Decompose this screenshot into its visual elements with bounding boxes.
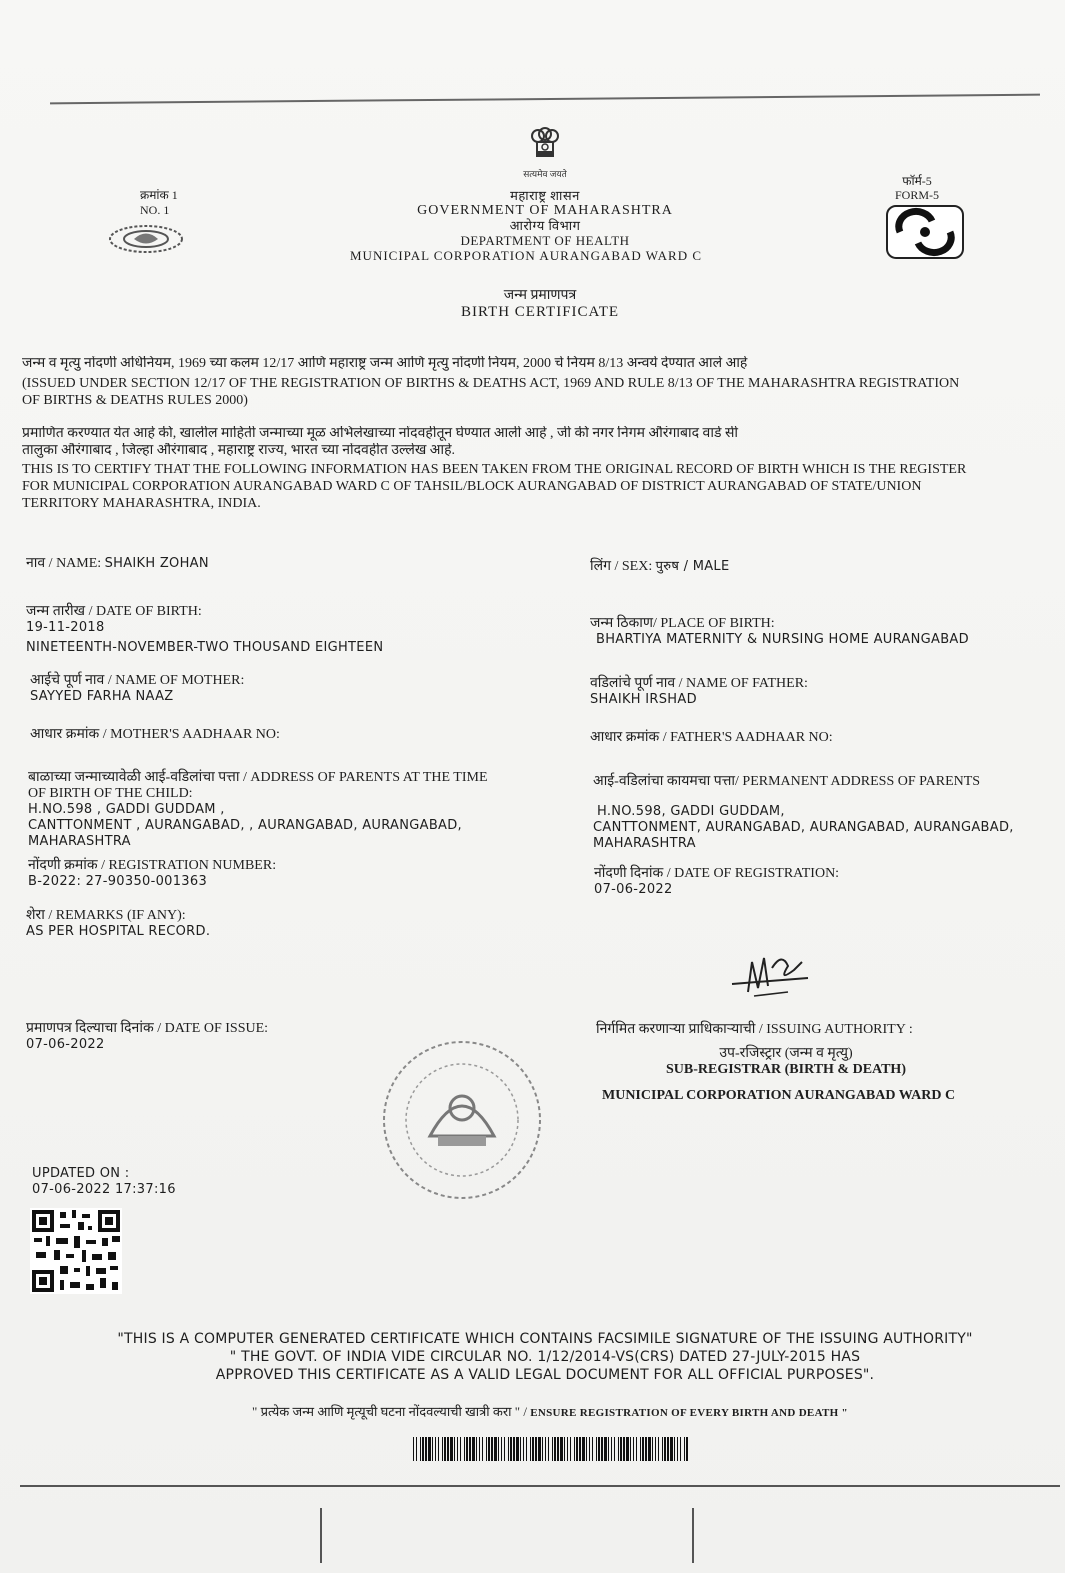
intro-line-4: प्रमाणित करण्यात येत आहे की, खालील माहिती जन्माच्या मूळ अभिलेखाच्या नोंदवहीतून घेण्यात आली आहे , जी की नगर निगम औरंगाबाद वार्ड सी (22, 426, 739, 441)
registration-date-field (594, 866, 839, 898)
motto-en: ENSURE REGISTRATION OF EVERY BIRTH AND DEATH " (530, 1407, 848, 1419)
registration-motto (150, 1402, 950, 1420)
sex-value: पुरुष / MALE (655, 559, 730, 574)
issuing-authority-en: SUB-REGISTRAR (BIRTH & DEATH) (665, 1062, 906, 1077)
header-block (380, 122, 710, 248)
barcode-icon (413, 1437, 691, 1461)
sex-field (590, 558, 730, 575)
father-name-label: वडिलांचे पूर्ण नाव / NAME OF FATHER: (590, 676, 808, 691)
qr-code-icon (30, 1208, 122, 1294)
certificate-number (140, 188, 178, 218)
father-aadhaar-label: आधार क्रमांक / FATHER'S AADHAAR NO: (590, 730, 833, 745)
birth-address-label: बाळाच्या जन्माच्यावेळी आई-वडिलांचा पत्ता / ADDRESS OF PARENTS AT THE TIME (28, 770, 488, 785)
signature-icon (728, 948, 812, 1000)
birth-address-line-2: CANTTONMENT , AURANGABAD, , AURANGABAD, AURANGABAD, (28, 818, 462, 833)
mother-aadhaar-field (30, 726, 280, 743)
name-label: नाव / NAME: (26, 556, 102, 571)
corporation-title: MUNICIPAL CORPORATION AURANGABAD WARD C (350, 248, 703, 263)
mother-aadhaar-label: आधार क्रमांक / MOTHER'S AADHAAR NO: (30, 727, 280, 742)
crs-logo-icon (886, 205, 964, 259)
certificate-title (440, 285, 640, 321)
name-value: SHAIKH ZOHAN (104, 556, 209, 571)
bottom-border-line (20, 1485, 1060, 1487)
permanent-address-line-2: CANTTONMENT, AURANGABAD, AURANGABAD, AURANGABAD, (593, 820, 1014, 835)
bottom-strip (320, 1508, 694, 1563)
registration-number-label: नोंदणी क्रमांक / REGISTRATION NUMBER: (28, 858, 277, 873)
remarks-field (26, 908, 210, 940)
birth-address-field (28, 770, 488, 850)
place-of-birth-field (590, 616, 969, 648)
sex-label: लिंग / SEX: (590, 559, 653, 574)
intro-line-5: तालुका औरंगाबाद , जिल्हा औरंगाबाद , महाराष्ट्र राज्य, भारत च्या नोंदवहीत उल्लेख आहे. (22, 443, 456, 458)
title-mr: जन्म प्रमाणपत्र (503, 288, 577, 303)
registration-number-value: B-2022: 27-90350-001363 (28, 874, 208, 889)
dob-label: जन्म तारीख / DATE OF BIRTH: (26, 604, 202, 619)
intro-line-6: THIS IS TO CERTIFY THAT THE FOLLOWING INFORMATION HAS BEEN TAKEN FROM THE ORIGINAL RECORD OF BIRTH WHICH IS THE REGISTER (22, 462, 967, 477)
gov-name-mr: महाराष्ट्र शासन (510, 188, 580, 203)
issuing-authority-mr: उप-रजिस्ट्रार (जन्म व मृत्यु) (719, 1046, 853, 1061)
birth-address-line-1: H.NO.598 , GADDI GUDDAM , (28, 802, 225, 817)
intro-line-3: OF BIRTHS & DEATHS RULES 2000) (22, 393, 248, 408)
dob-words: NINETEENTH-NOVEMBER-TWO THOUSAND EIGHTEEN (26, 640, 384, 655)
issue-date-label: प्रमाणपत्र दिल्याचा दिनांक / DATE OF ISSUE: (26, 1021, 269, 1036)
updated-on-value: 07-06-2022 17:37:16 (32, 1182, 176, 1197)
father-aadhaar-field (590, 729, 833, 746)
footer-line-3: APPROVED THIS CERTIFICATE AS A VALID LEGAL DOCUMENT FOR ALL OFFICIAL PURPOSES". (215, 1367, 875, 1383)
intro-line-7: FOR MUNICIPAL CORPORATION AURANGABAD WARD C OF TAHSIL/BLOCK AURANGABAD OF DISTRICT AURANGABAD OF STATE/UNION (22, 479, 922, 494)
intro-line-8: TERRITORY MAHARASHTRA, INDIA. (22, 496, 261, 511)
mother-name-label: आईचे पूर्ण नाव / NAME OF MOTHER: (30, 673, 245, 688)
issue-date-value: 07-06-2022 (26, 1037, 105, 1052)
form-number-mr: फॉर्म-5 (902, 174, 932, 188)
place-of-birth-label: जन्म ठिकाण/ PLACE OF BIRTH: (590, 616, 775, 631)
emblem-caption: सत्यमेव जयते (523, 169, 567, 179)
remarks-label: शेरा / REMARKS (IF ANY): (26, 908, 186, 923)
issuing-authority-field (596, 1022, 1036, 1104)
father-name-value: SHAIKH IRSHAD (590, 692, 697, 707)
dob-value: 19-11-2018 (26, 620, 105, 635)
permanent-address-field (593, 774, 1014, 852)
registration-date-label: नोंदणी दिनांक / DATE OF REGISTRATION: (594, 866, 840, 881)
updated-on-field (32, 1166, 176, 1198)
form-number-en: FORM-5 (895, 188, 940, 202)
gov-name-en: GOVERNMENT OF MAHARASHTRA (417, 203, 673, 218)
dob-field (26, 604, 383, 656)
footer-disclaimer (60, 1330, 1030, 1384)
dept-name-en: DEPARTMENT OF HEALTH (460, 233, 630, 248)
form-number (895, 174, 939, 202)
remarks-value: AS PER HOSPITAL RECORD. (26, 924, 211, 939)
title-en: BIRTH CERTIFICATE (460, 304, 620, 320)
birth-address-label-2: OF BIRTH OF THE CHILD: (28, 786, 193, 801)
intro-line-2: (ISSUED UNDER SECTION 12/17 OF THE REGISTRATION OF BIRTHS & DEATHS ACT, 1969 AND RULE 8/13 OF THE MAHARASHTRA REGISTRATION (22, 376, 960, 391)
permanent-address-line-3: MAHARASHTRA (593, 836, 696, 851)
number-mr: क्रमांक 1 (140, 188, 178, 202)
dept-name-mr: आरोग्य विभाग (509, 218, 581, 233)
number-en: NO. 1 (140, 203, 170, 217)
small-seal-icon (108, 224, 184, 254)
mother-name-value: SAYYED FARHA NAAZ (30, 689, 174, 704)
top-border-line (50, 94, 1040, 105)
name-field (26, 555, 209, 572)
issuing-authority-label: निर्गमित करणाऱ्या प्राधिकाऱ्याची / ISSUING AUTHORITY : (596, 1022, 913, 1037)
footer-line-1: "THIS IS A COMPUTER GENERATED CERTIFICATE WHICH CONTAINS FACSIMILE SIGNATURE OF THE ISSUING AUTHORITY" (117, 1331, 973, 1347)
birth-address-line-3: MAHARASHTRA (28, 834, 131, 849)
corporation-seal-icon (378, 1036, 546, 1204)
permanent-address-line-1: H.NO.598, GADDI GUDDAM, (597, 804, 785, 819)
ashoka-emblem-icon (522, 122, 568, 162)
motto-mr: " प्रत्येक जन्म आणि मृत्यूची घटना नोंदवल्याची खात्री करा " / (252, 1404, 527, 1419)
updated-on-label: UPDATED ON : (32, 1166, 130, 1181)
footer-line-2: " THE GOVT. OF INDIA VIDE CIRCULAR NO. 1/12/2014-VS(CRS) DATED 27-JULY-2015 HAS (229, 1349, 861, 1365)
registration-date-value: 07-06-2022 (594, 882, 673, 897)
place-of-birth-value: BHARTIYA MATERNITY & NURSING HOME AURANGABAD (596, 632, 969, 647)
issue-date-field (26, 1021, 268, 1053)
intro-line-1: जन्म व मृत्यु नोंदणी अधिनियम, 1969 च्या कलम 12/17 आणि महाराष्ट्र जन्म आणि मृत्यु नोंदणी नियम, 2000 चे नियम 8/13 अन्वये देण्यात आले आहे (22, 356, 748, 371)
permanent-address-label: आई-वडिलांचा कायमचा पत्ता/ PERMANENT ADDRESS OF PARENTS (593, 774, 981, 789)
father-name-field (590, 676, 808, 708)
issuing-authority-corp: MUNICIPAL CORPORATION AURANGABAD WARD C (602, 1088, 956, 1103)
mother-name-field (30, 673, 244, 705)
registration-number-field (28, 858, 276, 890)
